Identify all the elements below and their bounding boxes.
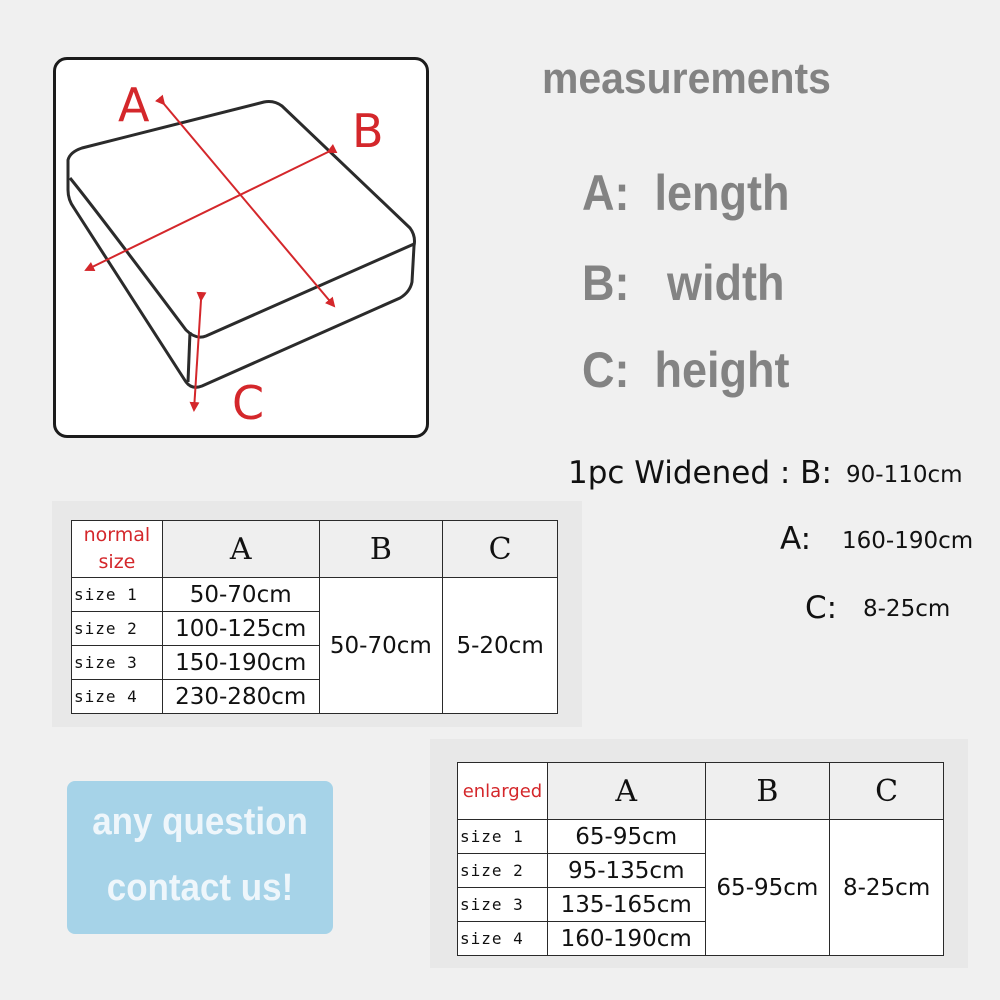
table-row <box>72 578 558 612</box>
dimension-label-a: A <box>118 78 150 132</box>
c-value: 5-20cm <box>443 578 558 714</box>
a-value: 50-70cm <box>162 578 319 612</box>
normal-size-table <box>71 520 558 714</box>
enlarged-size-table <box>457 762 944 956</box>
a-value: 230-280cm <box>162 680 319 714</box>
widened-b-label: 1pc Widened : B: <box>568 455 832 491</box>
widened-c-value: 8-25cm <box>863 596 951 622</box>
header-c: C <box>443 521 558 578</box>
row-label: size 1 <box>72 578 163 612</box>
legend-a-length: A: length <box>582 165 790 221</box>
header-b: B <box>319 521 443 578</box>
normal-corner-line1: normal <box>83 524 151 546</box>
contact-line-1: any question <box>92 801 308 843</box>
table-row <box>458 820 944 854</box>
row-label: size 1 <box>458 820 548 854</box>
legend-c-height: C: height <box>582 342 790 398</box>
normal-corner-line2: size <box>98 551 136 573</box>
contact-line-2: contact us! <box>106 867 294 909</box>
row-label: size 2 <box>458 854 548 888</box>
legend-b-width: B: width <box>582 255 785 311</box>
a-value: 95-135cm <box>547 854 705 888</box>
a-value: 65-95cm <box>547 820 705 854</box>
header-a: A <box>162 521 319 578</box>
dimension-label-b: B <box>352 104 384 158</box>
row-label: size 3 <box>72 646 163 680</box>
enlarged-corner-cell: enlarged <box>458 763 548 820</box>
b-value: 65-95cm <box>705 820 830 956</box>
widened-c-label: C: <box>805 590 838 626</box>
a-value: 160-190cm <box>547 922 705 956</box>
row-label: size 4 <box>72 680 163 714</box>
widened-b-value: 90-110cm <box>846 462 963 488</box>
header-b: B <box>705 763 830 820</box>
contact-us-button[interactable] <box>67 781 333 934</box>
header-a: A <box>547 763 705 820</box>
dimension-label-c: C <box>232 376 265 430</box>
widened-a-value: 160-190cm <box>842 528 974 554</box>
widened-a-label: A: <box>780 521 812 557</box>
normal-corner-cell <box>72 521 163 578</box>
row-label: size 2 <box>72 612 163 646</box>
a-arrow <box>164 104 334 306</box>
row-label: size 4 <box>458 922 548 956</box>
measurements-title: measurements <box>542 54 831 103</box>
a-value: 135-165cm <box>547 888 705 922</box>
c-value: 8-25cm <box>830 820 944 956</box>
row-label: size 3 <box>458 888 548 922</box>
a-value: 150-190cm <box>162 646 319 680</box>
c-arrow <box>194 300 201 410</box>
a-value: 100-125cm <box>162 612 319 646</box>
header-c: C <box>830 763 944 820</box>
b-value: 50-70cm <box>319 578 443 714</box>
b-arrow <box>86 152 328 270</box>
cushion-diagram <box>53 57 429 438</box>
